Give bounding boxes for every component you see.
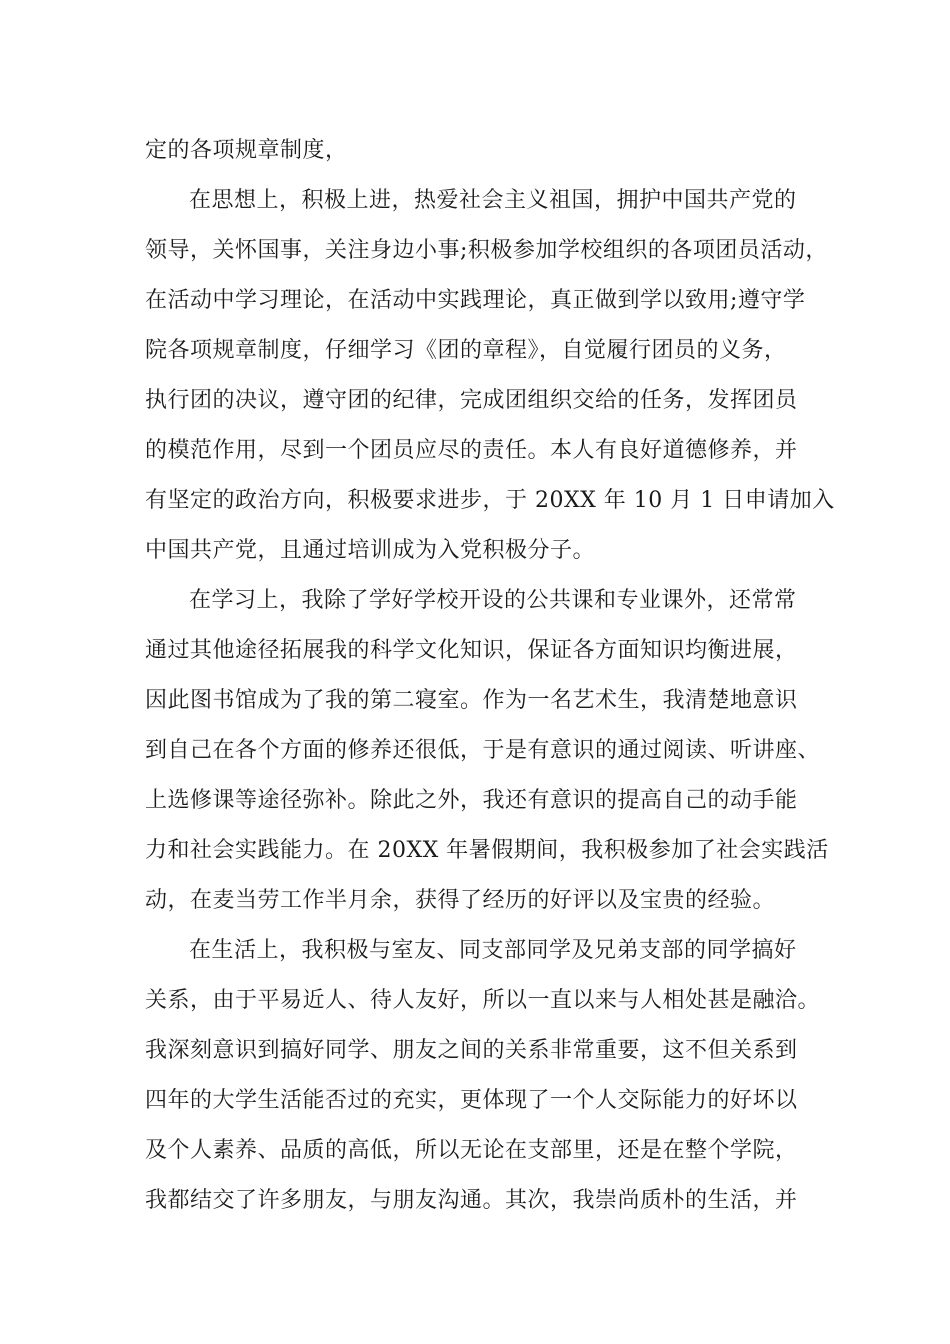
text-line: 因此图书馆成为了我的第二寝室。作为一名艺术生，我清楚地意识	[145, 688, 798, 713]
paragraph-first-line: 在学习上，我除了学好学校开设的公共课和专业课外，还常常	[189, 588, 797, 613]
text-line: 执行团的决议，遵守团的纪律，完成团组织交给的任务，发挥团员	[145, 388, 798, 413]
text-line: 四年的大学生活能否过的充实，更体现了一个人交际能力的好坏以	[145, 1088, 798, 1113]
text-line: 中国共产党，且通过培训成为入党积极分子。	[145, 538, 596, 563]
text-line: 领导，关怀国事，关注身边小事;积极参加学校组织的各项团员活动，	[145, 238, 828, 263]
text-line: 上选修课等途径弥补。除此之外，我还有意识的提高自己的动手能	[145, 788, 798, 813]
text-line: 关系，由于平易近人、待人友好，所以一直以来与人相处甚是融洽。	[145, 988, 821, 1013]
text-line: 院各项规章制度，仔细学习《团的章程》，自觉履行团员的义务，	[145, 338, 787, 363]
text-line: 定的各项规章制度，	[145, 138, 348, 163]
text-line: 动，在麦当劳工作半月余，获得了经历的好评以及宝贵的经验。	[145, 888, 776, 913]
text-line: 及个人素养、品质的高低，所以无论在支部里，还是在整个学院，	[145, 1138, 798, 1163]
text-line: 力和社会实践能力。在 20XX 年暑假期间，我积极参加了社会实践活	[145, 838, 829, 863]
text-line: 在活动中学习理论，在活动中实践理论，真正做到学以致用;遵守学	[145, 288, 806, 313]
text-line: 我深刻意识到搞好同学、朋友之间的关系非常重要，这不但关系到	[145, 1038, 798, 1063]
text-line: 到自己在各个方面的修养还很低，于是有意识的通过阅读、听讲座、	[145, 738, 821, 763]
paragraph-first-line: 在思想上，积极上进，热爱社会主义祖国，拥护中国共产党的	[189, 188, 797, 213]
text-line: 有坚定的政治方向，积极要求进步，于 20XX 年 10 月 1 日申请加入	[145, 488, 835, 513]
text-line: 我都结交了许多朋友，与朋友沟通。其次，我崇尚质朴的生活，并	[145, 1188, 798, 1213]
paragraph-first-line: 在生活上，我积极与室友、同支部同学及兄弟支部的同学搞好	[189, 938, 797, 963]
text-line: 的模范作用，尽到一个团员应尽的责任。本人有良好道德修养，并	[145, 438, 798, 463]
text-line: 通过其他途径拓展我的科学文化知识，保证各方面知识均衡进展，	[145, 638, 798, 663]
